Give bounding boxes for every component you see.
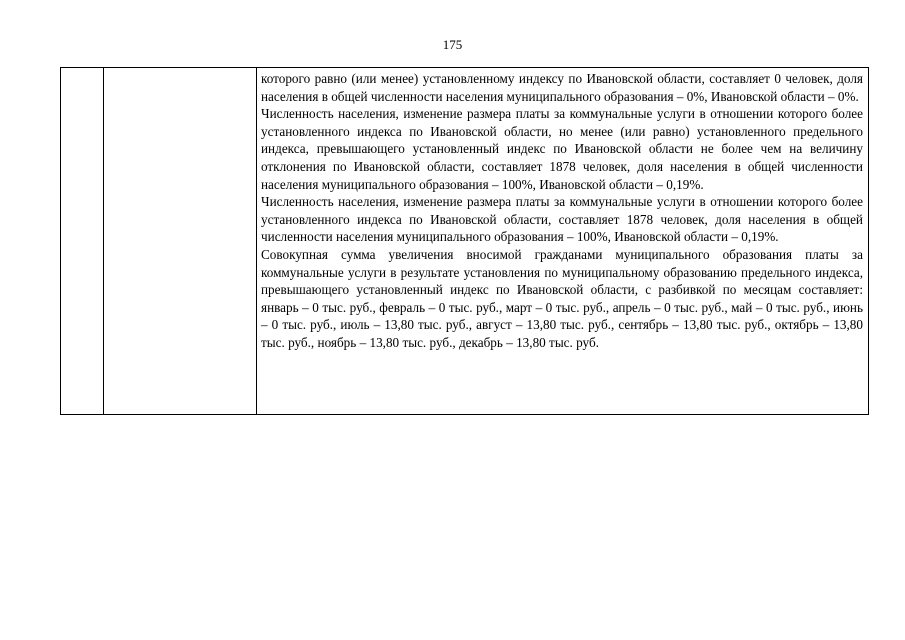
table-cell-name [104,68,257,415]
description-paragraph: которого равно (или менее) установленному индексу по Ивановской области, составляет 0 человек, доля населения в общей численности населения муниципального образования – 0%, Ивановской области – 0%. [261,71,863,104]
table-cell-description [257,68,869,415]
description-text [257,68,868,352]
table-cell-number [61,68,104,415]
description-paragraph: Совокупная сумма увеличения вносимой гражданами муниципального образования платы за коммунальные услуги в результате установления по муниципальному образованию предельного индекса, превышающего установленный индекс по Ивановской области, с разбивкой по месяцам составляет: январь – 0 тыс. руб., февраль – 0 тыс. руб., март – 0 тыс. руб., апрель – 0 тыс. руб., май – 0 тыс. руб., июнь – 0 тыс. руб., июль – 13,80 тыс. руб., август – 13,80 тыс. руб., сентябрь – 13,80 тыс. руб., октябрь – 13,80 тыс. руб., ноябрь – 13,80 тыс. руб., декабрь – 13,80 тыс. руб. [261,246,863,350]
description-paragraph: Численность населения, изменение размера платы за коммунальные услуги в отношении которого более установленного индекса по Ивановской области, но менее (или равно) установленного предельного индекса, превышающего установленный индекс по Ивановской области не более чем на величину отклонения по Ивановской области, составляет 1878 человек, доля населения в общей численности населения муниципального образования – 100%, Ивановской области – 0,19%. [261,106,863,192]
table-row [61,68,869,415]
description-paragraph: Численность населения, изменение размера платы за коммунальные услуги в отношении которого более установленного индекса по Ивановской области, составляет 1878 человек, доля населения в общей численности населения муниципального образования – 100%, Ивановской области – 0,19%. [261,194,863,245]
document-table [60,67,869,415]
page-number: 175 [442,37,463,52]
